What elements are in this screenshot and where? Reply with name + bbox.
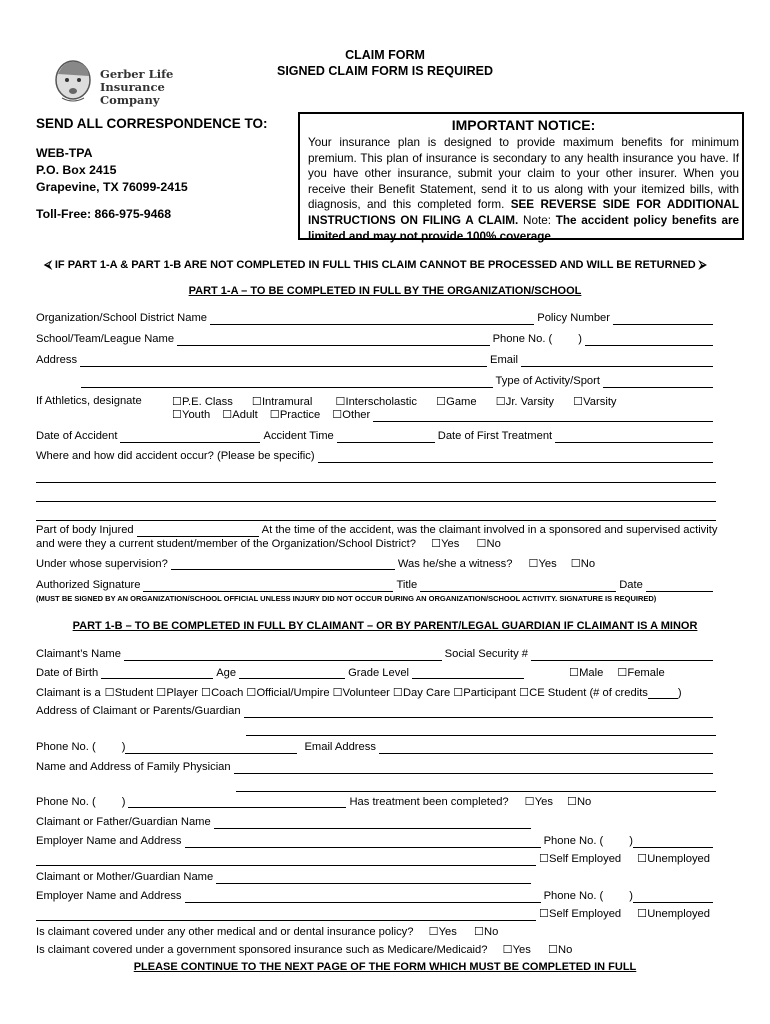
continue-note: PLEASE CONTINUE TO THE NEXT PAGE OF THE FORM WHICH MUST BE COMPLETED IN FULL — [133, 961, 637, 973]
claimant-phone-field[interactable] — [125, 742, 297, 754]
father-employer-field-2[interactable] — [36, 854, 536, 866]
school-team-field[interactable] — [177, 334, 490, 346]
row-signature: Authorized Signature Title Date — [36, 578, 716, 592]
ssn-field[interactable] — [531, 649, 713, 661]
org-phone-field[interactable] — [585, 334, 713, 346]
intramural-checkbox[interactable]: ☐Intramural — [251, 396, 313, 408]
volunteer-checkbox[interactable]: ☐Volunteer — [332, 687, 390, 699]
date-accident-field[interactable] — [120, 431, 260, 443]
other-insurance-yes-checkbox[interactable]: ☐Yes — [428, 926, 457, 938]
first-treatment-field[interactable] — [555, 431, 713, 443]
player-checkbox[interactable]: ☐Player — [156, 687, 199, 699]
varsity-checkbox[interactable]: ☐Varsity — [573, 396, 617, 408]
org-address-field-2[interactable] — [81, 376, 493, 388]
row-where-how-2 — [36, 469, 716, 483]
physician-field-2[interactable] — [236, 780, 716, 792]
org-email-field[interactable] — [521, 355, 713, 367]
treatment-no-checkbox[interactable]: ☐No — [566, 796, 592, 808]
practice-checkbox[interactable]: ☐Practice — [269, 409, 321, 421]
official-title-field[interactable] — [420, 580, 616, 592]
physician-field[interactable] — [234, 762, 713, 774]
claimant-name-field[interactable] — [124, 649, 442, 661]
father-unemployed-checkbox[interactable]: ☐Unemployed — [637, 853, 710, 865]
father-employer-phone-field[interactable] — [633, 836, 713, 848]
row-mother-guardian: Claimant or Mother/Guardian Name — [36, 870, 534, 884]
row-type-activity: Type of Activity/Sport — [36, 374, 716, 388]
pe-class-checkbox[interactable]: ☐P.E. Class — [172, 396, 233, 408]
row-employer-1: Employer Name and Address Phone No. ( ) — [36, 834, 716, 848]
other-checkbox[interactable]: ☐Other — [332, 409, 371, 421]
row-employer-2: Employer Name and Address Phone No. ( ) — [36, 889, 716, 903]
accident-time-field[interactable] — [337, 431, 435, 443]
mother-unemployed-checkbox[interactable]: ☐Unemployed — [637, 908, 710, 920]
form-title: CLAIM FORM — [345, 48, 425, 62]
notice-body: Your insurance plan is designed to provide maximum benefits for minimum premium. This plan of insurance is secondary to any health insurance you have. If you have other insurance, submit your claim to your other insurer. When you receive their Benefit Statement, send it to us along with your itemized bills, with diagnosis, and this completed form. SEE REVERSE SIDE FOR ADDITIONAL INSTRUCTIONS ON FILING A CLAIM. Note: The accident policy benefits are limited and may not provide 100% coverage. — [308, 136, 739, 243]
father-guardian-field[interactable] — [214, 817, 531, 829]
jr-varsity-checkbox[interactable]: ☐Jr. Varsity — [495, 396, 555, 408]
logo-text: Gerber Life Insurance Company — [100, 67, 174, 107]
claimant-address-field[interactable] — [244, 706, 713, 718]
row-other-insurance: Is claimant covered under any other medical and or dental insurance policy? ☐Yes ☐No — [36, 926, 499, 938]
current-student-yes-checkbox[interactable]: ☐Yes — [431, 538, 460, 550]
game-checkbox[interactable]: ☐Game — [436, 396, 477, 408]
ce-student-checkbox[interactable]: ☐CE Student (# of credits — [519, 687, 648, 699]
city: Grapevine, TX 76099-2415 — [36, 180, 188, 194]
row-employer-2b — [36, 907, 716, 921]
treatment-yes-checkbox[interactable]: ☐Yes — [524, 796, 553, 808]
row-father-guardian: Claimant or Father/Guardian Name — [36, 815, 534, 829]
row-physician-phone: Phone No. ( ) Has treatment been completed? ☐Yes ☐No — [36, 796, 592, 808]
witness-yes-checkbox[interactable]: ☐Yes — [528, 558, 557, 570]
adult-checkbox[interactable]: ☐Adult — [222, 409, 258, 421]
row-employer-1b — [36, 852, 716, 866]
row-part-body: Part of body Injured At the time of the accident, was the claimant involved in a sponsored and supervised activity — [36, 524, 718, 536]
row-org-name: Organization/School District Name Policy Number — [36, 311, 716, 325]
interscholastic-checkbox[interactable]: ☐Interscholastic — [335, 396, 417, 408]
po-box: P.O. Box 2415 — [36, 163, 117, 177]
arrow-right-icon: ⮚ — [698, 259, 707, 271]
coach-checkbox[interactable]: ☐Coach — [201, 687, 244, 699]
part-body-field[interactable] — [137, 525, 259, 537]
mother-guardian-field[interactable] — [216, 872, 531, 884]
org-address-field[interactable] — [80, 355, 487, 367]
authorized-signature-field[interactable] — [143, 580, 393, 592]
mother-self-employed-checkbox[interactable]: ☐Self Employed — [538, 908, 622, 920]
row-address-claimant: Address of Claimant or Parents/Guardian — [36, 704, 716, 718]
important-notice — [298, 112, 744, 243]
female-checkbox[interactable]: ☐Female — [617, 667, 665, 679]
warning-line: ⮘ IF PART 1-A & PART 1-B ARE NOT COMPLETED IN FULL THIS CLAIM CANNOT BE PROCESSED AND WILL BE RETURNED ⮚ — [44, 259, 707, 271]
part-1b-heading: PART 1-B – TO BE COMPLETED IN FULL BY CLAIMANT – OR BY PARENT/LEGAL GUARDIAN IF CLAIMANT IS A MINOR — [72, 620, 698, 632]
mother-employer-field-2[interactable] — [36, 909, 536, 921]
row-dob: Date of Birth Age Grade Level ☐Male ☐Female — [36, 667, 665, 679]
supervision-field[interactable] — [171, 558, 395, 570]
youth-checkbox[interactable]: ☐Youth — [172, 409, 211, 421]
row-physician-2 — [236, 778, 716, 792]
participant-checkbox[interactable]: ☐Participant — [453, 687, 517, 699]
where-how-field-3[interactable] — [36, 490, 716, 502]
row-supervision: Under whose supervision? Was he/she a witness? ☐Yes ☐No — [36, 558, 596, 570]
form-subtitle: SIGNED CLAIM FORM IS REQUIRED — [277, 64, 493, 78]
where-how-field-2[interactable] — [36, 471, 716, 483]
arrow-left-icon: ⮘ — [44, 259, 52, 271]
other-activity-field[interactable] — [373, 410, 713, 422]
grade-level-field[interactable] — [412, 667, 524, 679]
row-gov-insurance: Is claimant covered under a government sponsored insurance such as Medicare/Medicaid? ☐Yes ☐No — [36, 944, 573, 956]
signature-date-field[interactable] — [646, 580, 713, 592]
mother-employer-phone-field[interactable] — [633, 891, 713, 903]
day-care-checkbox[interactable]: ☐Day Care — [392, 687, 451, 699]
row-school-team: School/Team/League Name Phone No. ( ) — [36, 332, 716, 346]
type-activity-field[interactable] — [603, 376, 713, 388]
male-checkbox[interactable]: ☐Male — [569, 667, 604, 679]
father-employer-field[interactable] — [185, 836, 541, 848]
row-where-how: Where and how did accident occur? (Please be specific) — [36, 449, 716, 463]
row-physician: Name and Address of Family Physician — [36, 760, 716, 774]
athletics-options-row2 — [172, 408, 716, 422]
gov-insurance-no-checkbox[interactable]: ☐No — [547, 944, 573, 956]
toll-free: Toll-Free: 866-975-9468 — [36, 207, 172, 221]
mother-employer-field[interactable] — [185, 891, 541, 903]
row-where-how-3 — [36, 488, 716, 502]
athletics-label: If Athletics, designate — [36, 395, 142, 407]
athletics-options-row1 — [172, 395, 617, 408]
row-address-claimant-2 — [246, 722, 716, 736]
official-checkbox[interactable]: ☐Official/Umpire — [246, 687, 330, 699]
notice-heading: IMPORTANT NOTICE: — [451, 117, 596, 133]
age-field[interactable] — [239, 667, 345, 679]
dob-field[interactable] — [101, 667, 213, 679]
current-student-no-checkbox[interactable]: ☐No — [476, 538, 501, 550]
witness-no-checkbox[interactable]: ☐No — [570, 558, 596, 570]
row-current-student: and were they a current student/member of the Organization/School District? ☐Yes ☐No — [36, 538, 501, 550]
claimant-email-field[interactable] — [379, 742, 713, 754]
signature-note: (MUST BE SIGNED BY AN ORGANIZATION/SCHOOL OFFICIAL UNLESS INJURY DID NOT OCCUR DURING AN ORGANIZATION/SCHOOL ACTIVITY. SIGNATURE IS REQUIRED) — [36, 594, 657, 603]
org-name-field[interactable] — [210, 313, 534, 325]
row-claimant-name: Claimant’s Name Social Security # — [36, 647, 716, 661]
correspondence-block — [36, 116, 268, 223]
row-address: Address Email — [36, 353, 716, 367]
policy-number-field[interactable] — [613, 313, 713, 325]
part-1a-heading: PART 1-A – TO BE COMPLETED IN FULL BY THE ORGANIZATION/SCHOOL — [188, 285, 582, 297]
row-claimant-is: Claimant is a ☐Student ☐Player ☐Coach ☐Official/Umpire ☐Volunteer ☐Day Care ☐Participant ☐CE Student (# of credits ) — [36, 687, 682, 699]
ce-credits-field[interactable] — [648, 687, 678, 699]
row-date-accident: Date of Accident Accident Time Date of First Treatment — [36, 429, 716, 443]
where-how-field[interactable] — [318, 451, 713, 463]
correspondence-heading: SEND ALL CORRESPONDENCE TO: — [36, 116, 268, 131]
tpa-name: WEB-TPA — [36, 146, 93, 160]
gov-insurance-yes-checkbox[interactable]: ☐Yes — [502, 944, 531, 956]
student-checkbox[interactable]: ☐Student — [104, 687, 154, 699]
other-insurance-no-checkbox[interactable]: ☐No — [473, 926, 499, 938]
physician-phone-field[interactable] — [128, 796, 346, 808]
claimant-address-field-2[interactable] — [246, 724, 716, 736]
row-claimant-phone: Phone No. ( ) Email Address — [36, 740, 716, 754]
row-where-how-4 — [36, 507, 716, 521]
father-self-employed-checkbox[interactable]: ☐Self Employed — [538, 853, 622, 865]
where-how-field-4[interactable] — [36, 509, 716, 521]
